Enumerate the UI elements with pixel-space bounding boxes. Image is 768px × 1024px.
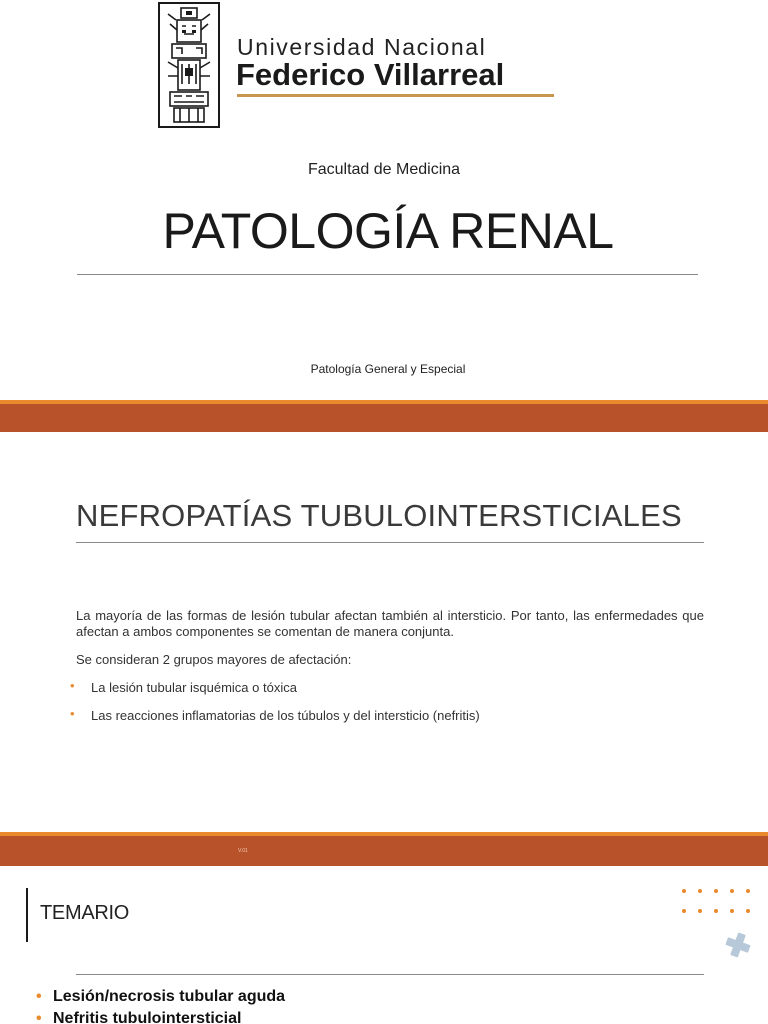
bullet-icon: •: [36, 1010, 42, 1024]
title-divider: [76, 542, 704, 543]
list-item: [36, 1008, 285, 1024]
course-name: Patología General y Especial: [310, 362, 466, 376]
body-paragraph: Se consideran 2 grupos mayores de afectación:: [76, 652, 352, 667]
agenda-slide: [0, 866, 768, 1024]
list-item-text: Lesión/necrosis tubular aguda: [53, 988, 286, 1005]
logo-underline: [237, 94, 554, 97]
version-label: V.01: [238, 848, 248, 854]
bullet-icon: •: [70, 706, 75, 721]
bullet-icon: •: [36, 988, 42, 1005]
plus-shape-icon: [723, 930, 753, 960]
body-paragraph: La mayoría de las formas de lesión tubular afectan también al intersticio. Por tanto, las enfermedades que afectan a ambos componentes se comentan de manera conjunta.: [76, 608, 704, 639]
logo-university-name: Universidad Nacional: [237, 34, 487, 60]
title-divider: [76, 974, 704, 975]
faculty-name: Facultad de Medicina: [307, 161, 461, 178]
dot-grid-decoration: [680, 886, 760, 936]
title-divider: [77, 274, 698, 275]
slide-title: NEFROPATÍAS TUBULOINTERSTICIALES: [76, 498, 682, 533]
presentation-title: PATOLOGÍA RENAL: [162, 203, 614, 259]
slide-separator-band: [0, 400, 768, 432]
bullet-list: [70, 678, 704, 724]
logo-university-subname: Federico Villarreal: [236, 57, 505, 92]
list-item-text: La lesión tubular isquémica o tóxica: [91, 680, 297, 695]
slide-body: [70, 608, 704, 736]
title-accent-bar: [26, 888, 28, 942]
list-item: [36, 986, 285, 1008]
emblem-graphic: [160, 4, 218, 126]
list-item-text: Nefritis tubulointersticial: [53, 1010, 242, 1024]
university-emblem-logo: [158, 2, 220, 128]
slide-title: TEMARIO: [40, 902, 130, 924]
title-slide: [0, 0, 768, 400]
bullet-icon: •: [70, 678, 75, 693]
list-item: [70, 706, 704, 724]
content-slide: [0, 432, 768, 832]
slide-separator-band: [0, 832, 768, 866]
list-item-text: Las reacciones inflamatorias de los túbulos y del intersticio (nefritis): [91, 708, 480, 723]
agenda-list: [36, 986, 285, 1024]
list-item: [70, 678, 704, 696]
